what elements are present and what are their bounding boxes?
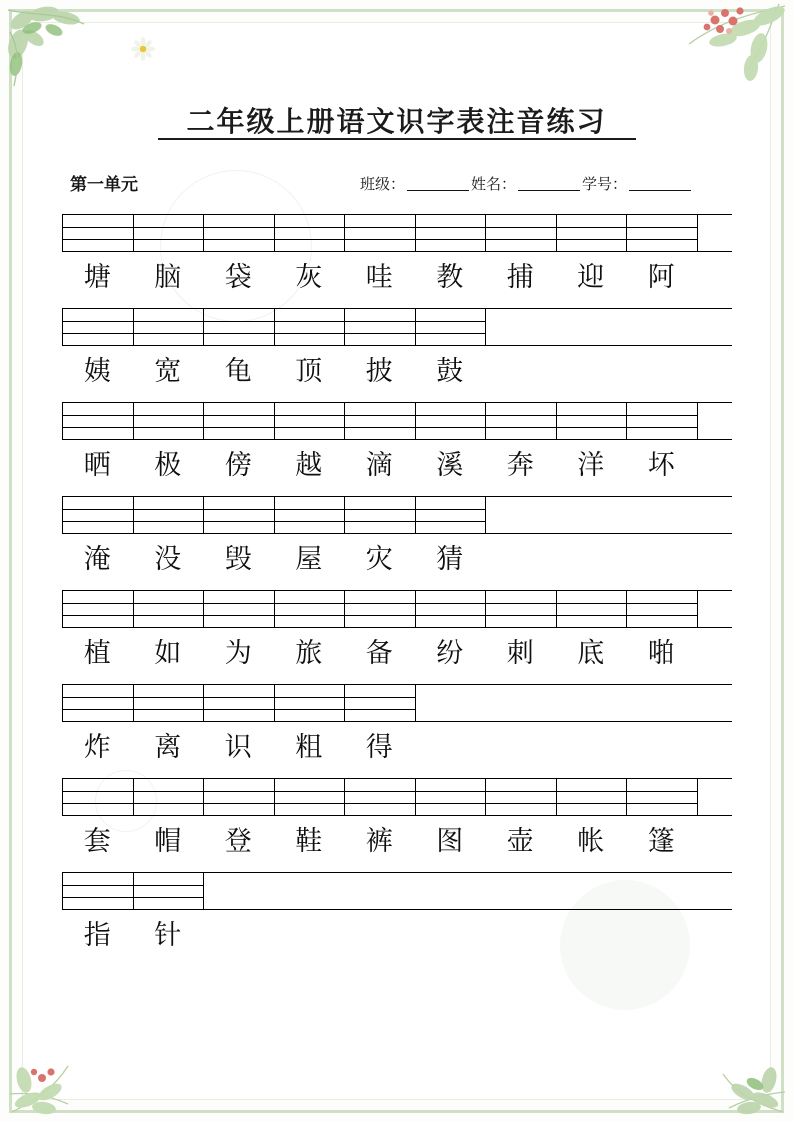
pinyin-grid-cell[interactable] [557,779,628,815]
number-label: 学号： [582,177,628,193]
pinyin-grid-cell[interactable] [63,591,134,627]
character-cell: 阿 [647,262,675,292]
character-cell: 晒 [83,450,111,480]
pinyin-grid-cell[interactable] [275,403,346,439]
character-cell: 奔 [506,450,534,480]
name-blank[interactable] [518,190,580,191]
pinyin-grid-cell[interactable] [345,685,416,721]
pinyin-grid-cell[interactable] [627,779,698,815]
character-cell: 旅 [295,638,323,668]
character-cell: 得 [365,732,393,762]
character-row [62,724,732,770]
name-label: 姓名： [471,177,517,193]
pinyin-grid-cell[interactable] [557,403,628,439]
pinyin-grid-cell[interactable] [134,685,205,721]
character-row [62,442,732,488]
pinyin-grid-cell[interactable] [63,497,134,533]
pinyin-writing-grid[interactable] [62,214,732,252]
pinyin-writing-grid[interactable] [62,684,732,722]
pinyin-grid-cell[interactable] [627,591,698,627]
character-cell: 如 [154,638,182,668]
title-underline [158,138,636,140]
character-cell: 迎 [577,262,605,292]
pinyin-grid-cell[interactable] [416,309,487,345]
character-cell: 洋 [577,450,605,480]
number-blank[interactable] [629,190,691,191]
pinyin-grid-cell[interactable] [134,309,205,345]
pinyin-grid-cell[interactable] [204,591,275,627]
pinyin-grid-cell[interactable] [134,873,205,909]
character-cell: 备 [365,638,393,668]
character-row [62,818,732,864]
character-cell: 壶 [506,826,534,856]
character-cell: 滴 [365,450,393,480]
pinyin-grid-cell[interactable] [627,215,698,251]
pinyin-grid-cell[interactable] [63,215,134,251]
character-row-group [62,778,732,864]
pinyin-grid-cell[interactable] [134,779,205,815]
pinyin-grid-cell[interactable] [275,497,346,533]
pinyin-grid-cell[interactable] [63,309,134,345]
pinyin-writing-grid[interactable] [62,872,732,910]
pinyin-grid-cell[interactable] [416,779,487,815]
character-cell: 底 [577,638,605,668]
character-row-group [62,214,732,300]
character-cell: 溪 [436,450,464,480]
pinyin-grid-cell[interactable] [486,779,557,815]
pinyin-grid-cell[interactable] [345,215,416,251]
character-row-group [62,590,732,676]
pinyin-grid-cell[interactable] [275,215,346,251]
character-row [62,630,732,676]
pinyin-writing-grid[interactable] [62,402,732,440]
character-cell: 没 [154,544,182,574]
character-cell: 指 [83,920,111,950]
character-cell: 宽 [154,356,182,386]
pinyin-grid-cell[interactable] [345,403,416,439]
character-cell: 坏 [647,450,675,480]
character-cell: 袋 [224,262,252,292]
pinyin-grid-cell[interactable] [204,685,275,721]
class-label: 班级： [360,177,406,193]
pinyin-grid-cell[interactable] [486,215,557,251]
character-cell: 猜 [436,544,464,574]
character-cell: 识 [224,732,252,762]
page-title: 二年级上册语文识字表注音练习 [186,107,607,138]
character-cell: 帽 [154,826,182,856]
character-cell: 炸 [83,732,111,762]
character-cell: 粗 [295,732,323,762]
pinyin-grid-cell[interactable] [134,403,205,439]
character-cell: 刺 [506,638,534,668]
character-cell: 塘 [83,262,111,292]
character-cell: 裤 [365,826,393,856]
pinyin-grid-cell[interactable] [134,497,205,533]
character-cell: 植 [83,638,111,668]
character-cell: 披 [365,356,393,386]
pinyin-grid-cell[interactable] [486,591,557,627]
character-cell: 针 [154,920,182,950]
class-blank[interactable] [407,190,469,191]
pinyin-grid-cell[interactable] [345,779,416,815]
pinyin-grid-cell[interactable] [345,497,416,533]
character-cell: 灾 [365,544,393,574]
pinyin-grid-cell[interactable] [557,591,628,627]
character-cell: 极 [154,450,182,480]
character-cell: 套 [83,826,111,856]
pinyin-grid-cell[interactable] [345,591,416,627]
pinyin-grid-cell[interactable] [416,403,487,439]
character-cell: 哇 [365,262,393,292]
pinyin-writing-grid[interactable] [62,496,732,534]
character-cell: 帐 [577,826,605,856]
pinyin-writing-grid[interactable] [62,590,732,628]
character-rows [62,214,732,966]
pinyin-writing-grid[interactable] [62,778,732,816]
character-row-group [62,872,732,958]
pinyin-grid-cell[interactable] [63,873,134,909]
pinyin-grid-cell[interactable] [416,215,487,251]
character-row [62,348,732,394]
pinyin-grid-cell[interactable] [63,685,134,721]
character-cell: 脑 [154,262,182,292]
character-cell: 纷 [436,638,464,668]
character-row-group [62,684,732,770]
pinyin-grid-cell[interactable] [204,215,275,251]
character-cell: 淹 [83,544,111,574]
character-cell: 啪 [647,638,675,668]
character-cell: 登 [224,826,252,856]
pinyin-grid-cell[interactable] [486,403,557,439]
character-cell: 鼓 [436,356,464,386]
pinyin-grid-cell[interactable] [204,779,275,815]
pinyin-grid-cell[interactable] [63,403,134,439]
character-row-group [62,496,732,582]
character-cell: 篷 [647,826,675,856]
pinyin-grid-cell[interactable] [134,215,205,251]
character-cell: 姨 [83,356,111,386]
character-cell: 灰 [295,262,323,292]
character-cell: 图 [436,826,464,856]
pinyin-grid-cell[interactable] [63,779,134,815]
character-cell: 鞋 [295,826,323,856]
pinyin-grid-cell[interactable] [557,215,628,251]
pinyin-grid-cell[interactable] [416,591,487,627]
character-row-group [62,402,732,488]
character-row-group [62,308,732,394]
character-cell: 越 [295,450,323,480]
character-row [62,912,732,958]
pinyin-grid-cell[interactable] [134,591,205,627]
character-row [62,536,732,582]
pinyin-grid-cell[interactable] [275,309,346,345]
pinyin-grid-cell[interactable] [627,403,698,439]
character-cell: 顶 [295,356,323,386]
character-cell: 毁 [224,544,252,574]
pinyin-grid-cell[interactable] [345,309,416,345]
pinyin-grid-cell[interactable] [275,591,346,627]
pinyin-grid-cell[interactable] [416,497,487,533]
character-cell: 捕 [506,262,534,292]
character-cell: 屋 [295,544,323,574]
pinyin-grid-cell[interactable] [275,779,346,815]
pinyin-writing-grid[interactable] [62,308,732,346]
pinyin-grid-cell[interactable] [204,403,275,439]
character-cell: 为 [224,638,252,668]
character-cell: 傍 [224,450,252,480]
unit-label: 第一单元 [70,175,138,194]
character-cell: 教 [436,262,464,292]
character-row [62,254,732,300]
pinyin-grid-cell[interactable] [275,685,346,721]
pinyin-grid-cell[interactable] [204,309,275,345]
character-cell: 离 [154,732,182,762]
student-info-line [360,173,693,194]
character-cell: 龟 [224,356,252,386]
pinyin-grid-cell[interactable] [204,497,275,533]
